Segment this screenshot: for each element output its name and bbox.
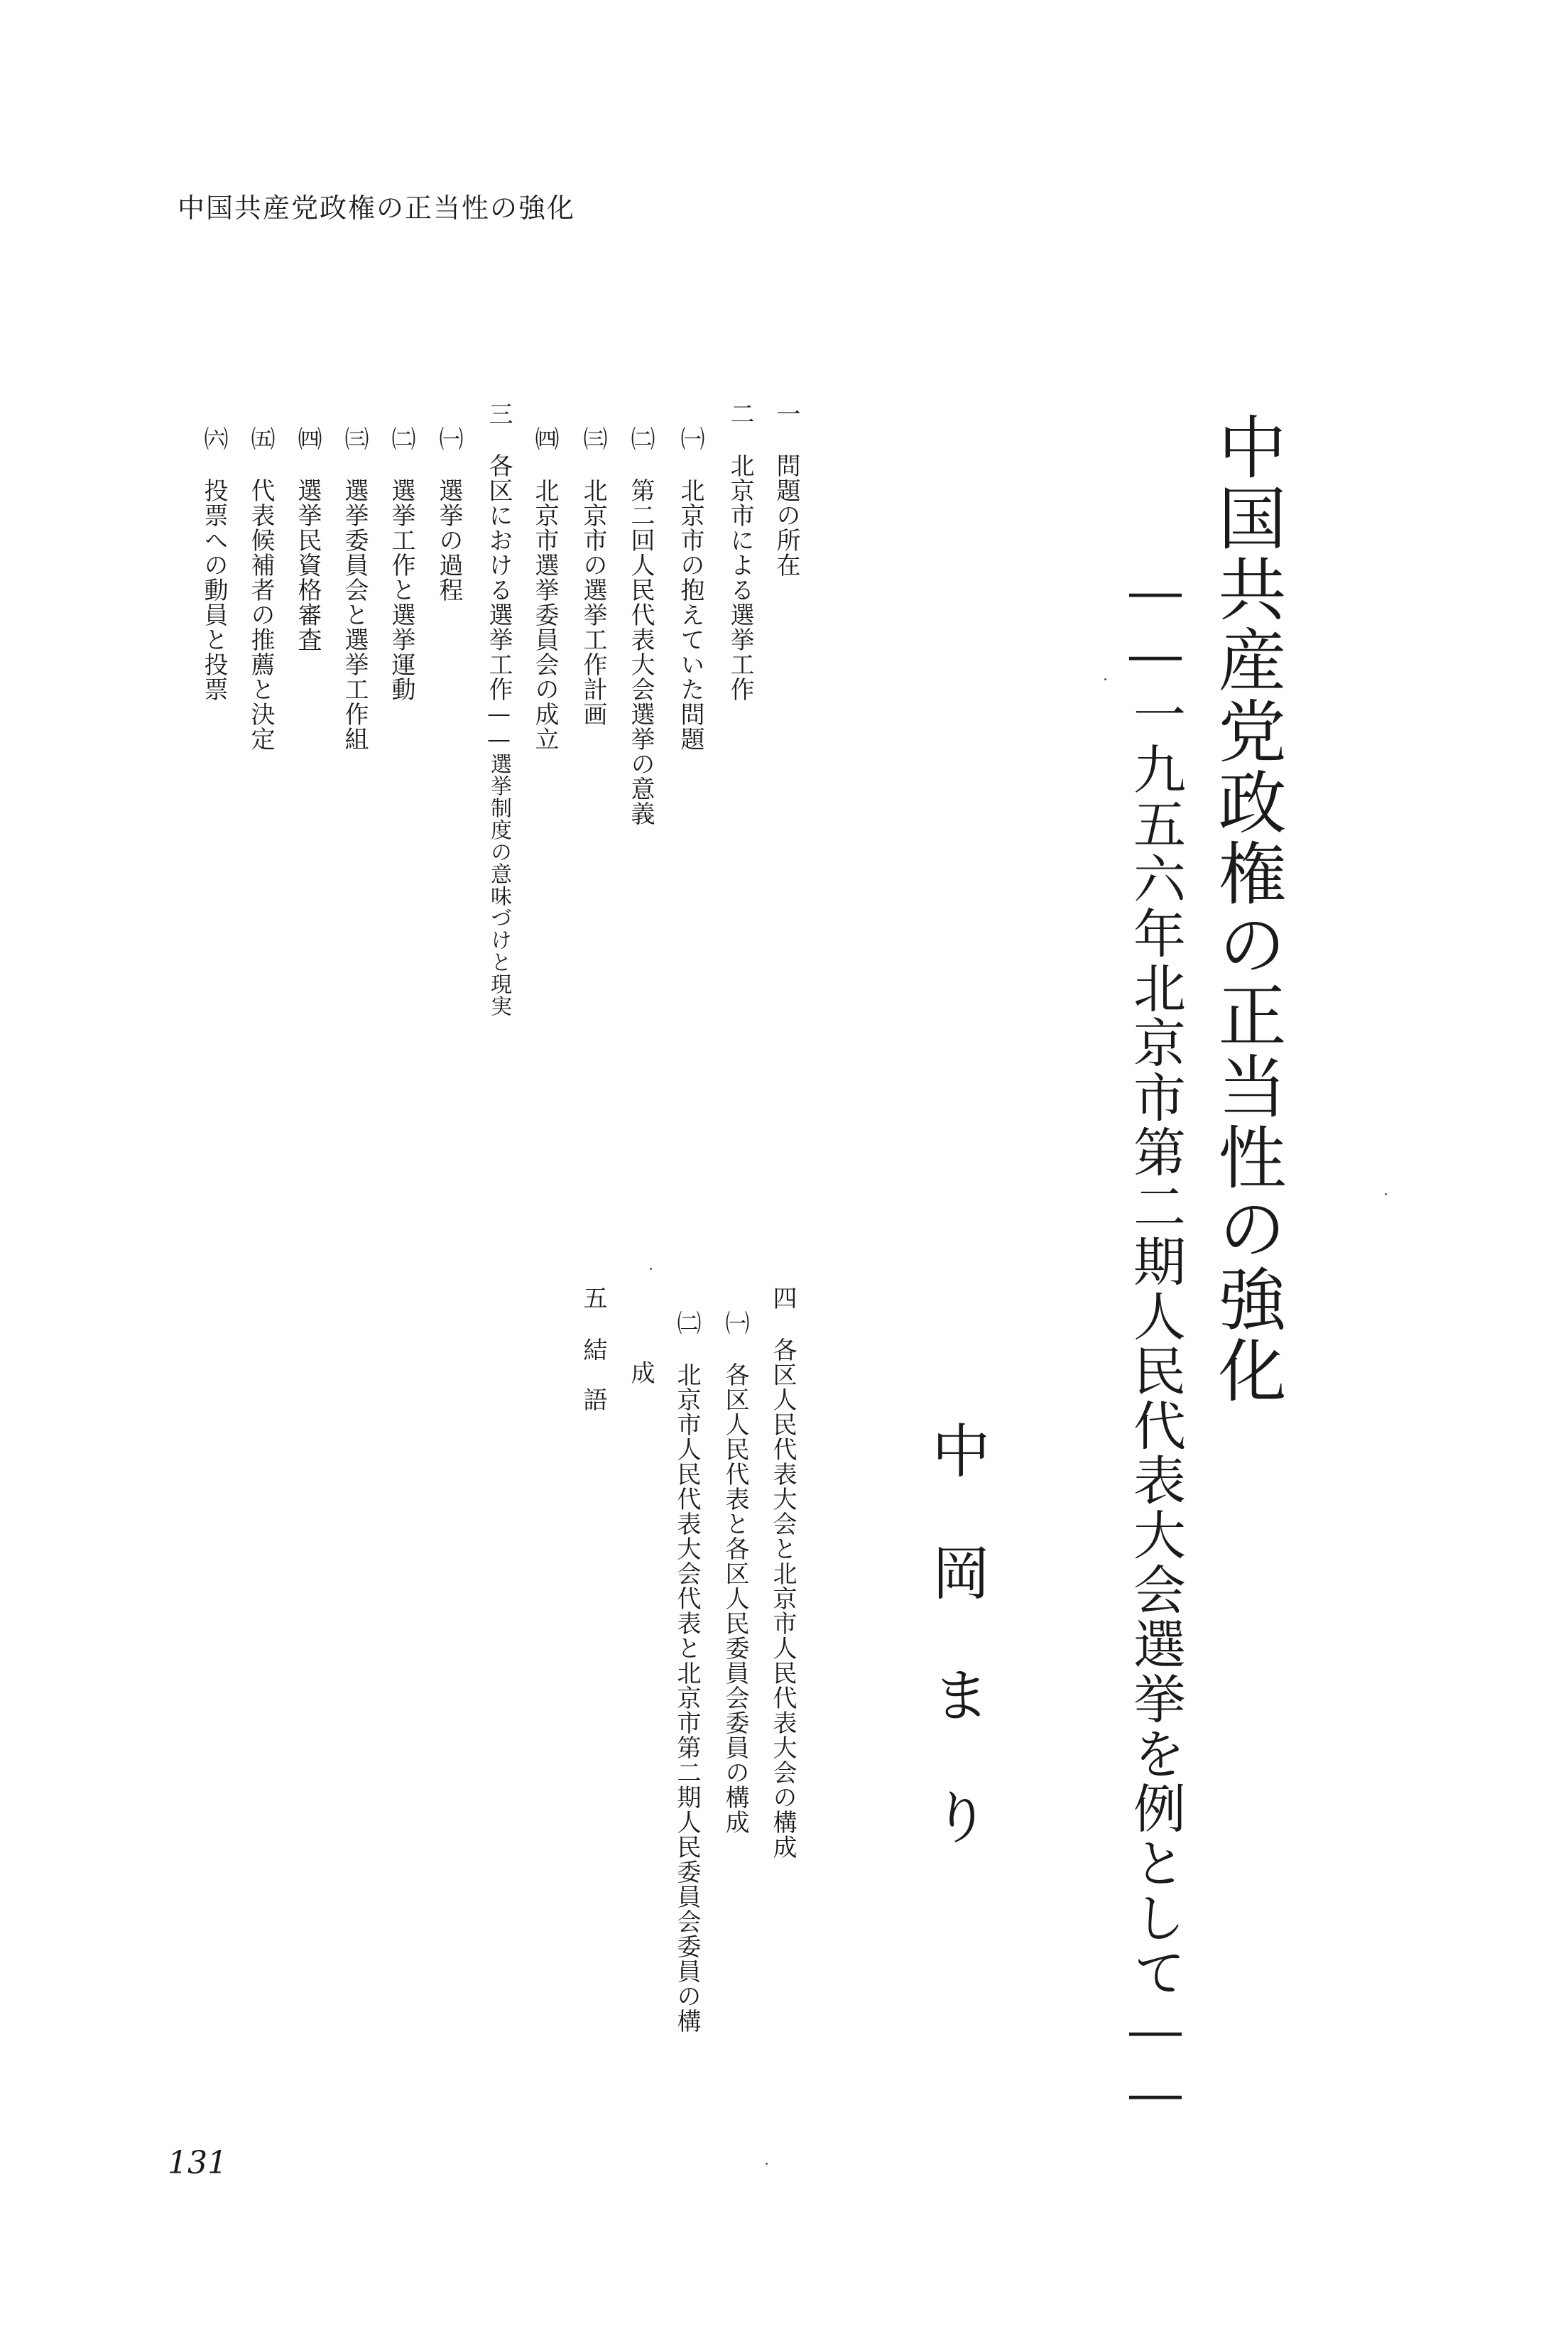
- toc-number: ㈠: [676, 426, 704, 451]
- toc-entry-1: [774, 401, 798, 577]
- toc-entry-8: [437, 426, 461, 602]
- toc-number: ㈢: [579, 426, 607, 451]
- toc-number: ㈢: [340, 426, 369, 451]
- toc-text: 選挙委員会と選挙工作組: [340, 478, 369, 751]
- toc-entry-6: [530, 426, 559, 751]
- toc-text: 選挙工作と選挙運動: [387, 478, 415, 702]
- toc-entry-11: [295, 426, 320, 652]
- scan-speck: [1385, 1193, 1387, 1195]
- toc-number: ㈡: [387, 426, 415, 451]
- toc-entry-4: [628, 426, 653, 826]
- toc-text: 各区における選挙工作: [484, 453, 513, 702]
- toc-number: 一: [772, 401, 800, 426]
- toc-number: ㈣: [530, 426, 559, 451]
- toc-entry-12: [246, 426, 275, 751]
- scan-speck: [766, 2163, 768, 2165]
- author-name: 中岡まり: [922, 1420, 990, 1909]
- toc-number: 二: [726, 401, 754, 426]
- toc-number: ㈡: [673, 1310, 701, 1335]
- toc-text: 結 語: [579, 1337, 607, 1412]
- toc-number: ㈥: [200, 426, 228, 451]
- toc-entry-10: [340, 426, 369, 751]
- toc-number: ㈤: [246, 426, 275, 451]
- toc-text: 投票への動員と投票: [200, 478, 228, 702]
- toc-text: 北京市による選挙工作: [726, 453, 754, 702]
- toc-entry-13: [202, 426, 226, 702]
- toc-text: 北京市人民代表大会代表と北京市第二期人民委員会委員の構: [673, 1362, 701, 2033]
- toc-entry-7: [486, 401, 511, 1017]
- toc-text: 第二回人民代表大会選挙の意義: [626, 478, 655, 826]
- toc-text: 北京市の選挙工作計画: [579, 478, 607, 727]
- toc-entry-3: [678, 426, 702, 751]
- toc-entry-2: [728, 401, 752, 702]
- toc-entry-16: [675, 1310, 699, 2033]
- toc-number: ㈠: [721, 1310, 749, 1335]
- toc-number: 四: [768, 1286, 797, 1310]
- toc-entry-9: [389, 426, 413, 702]
- toc-text: 北京市選挙委員会の成立: [530, 478, 559, 751]
- article-subtitle: ――一九五六年北京市第二期人民代表大会選挙を例として――: [1125, 561, 1186, 2126]
- toc-number: ㈣: [293, 426, 322, 451]
- toc-text: 各区人民代表大会と北京市人民代表大会の構成: [768, 1337, 797, 1859]
- toc-entry-5: [581, 426, 605, 727]
- toc-text: 選挙の過程: [435, 478, 463, 602]
- scan-speck: [1104, 678, 1106, 680]
- toc-text: 各区人民代表と各区人民委員会委員の構成: [721, 1362, 749, 1835]
- toc-subtext: ――選挙制度の意味づけと現実: [486, 702, 511, 1017]
- toc-entry-14: [768, 1286, 797, 1859]
- toc-text: 選挙民資格審査: [293, 478, 322, 652]
- toc-number: 五: [579, 1286, 607, 1310]
- toc-number: ㈠: [435, 426, 463, 451]
- page-number: 131: [168, 2145, 227, 2181]
- toc-number: ㈡: [626, 426, 655, 451]
- toc-number: 三: [484, 401, 513, 426]
- scan-speck: [650, 1268, 652, 1270]
- toc-text: 北京市の抱えていた問題: [676, 478, 704, 751]
- toc-text: 代表候補者の推薦と決定: [246, 478, 275, 751]
- toc-entry-15: [723, 1310, 747, 1835]
- article-title: 中国共産党政権の正当性の強化: [1207, 412, 1287, 1406]
- toc-entry-17: [581, 1286, 605, 1412]
- toc-entry-16-continued: [628, 1360, 653, 1385]
- running-header: 中国共産党政権の正当性の強化: [178, 192, 576, 224]
- toc-text: 問題の所在: [772, 453, 800, 577]
- toc-text: 成: [626, 1360, 655, 1385]
